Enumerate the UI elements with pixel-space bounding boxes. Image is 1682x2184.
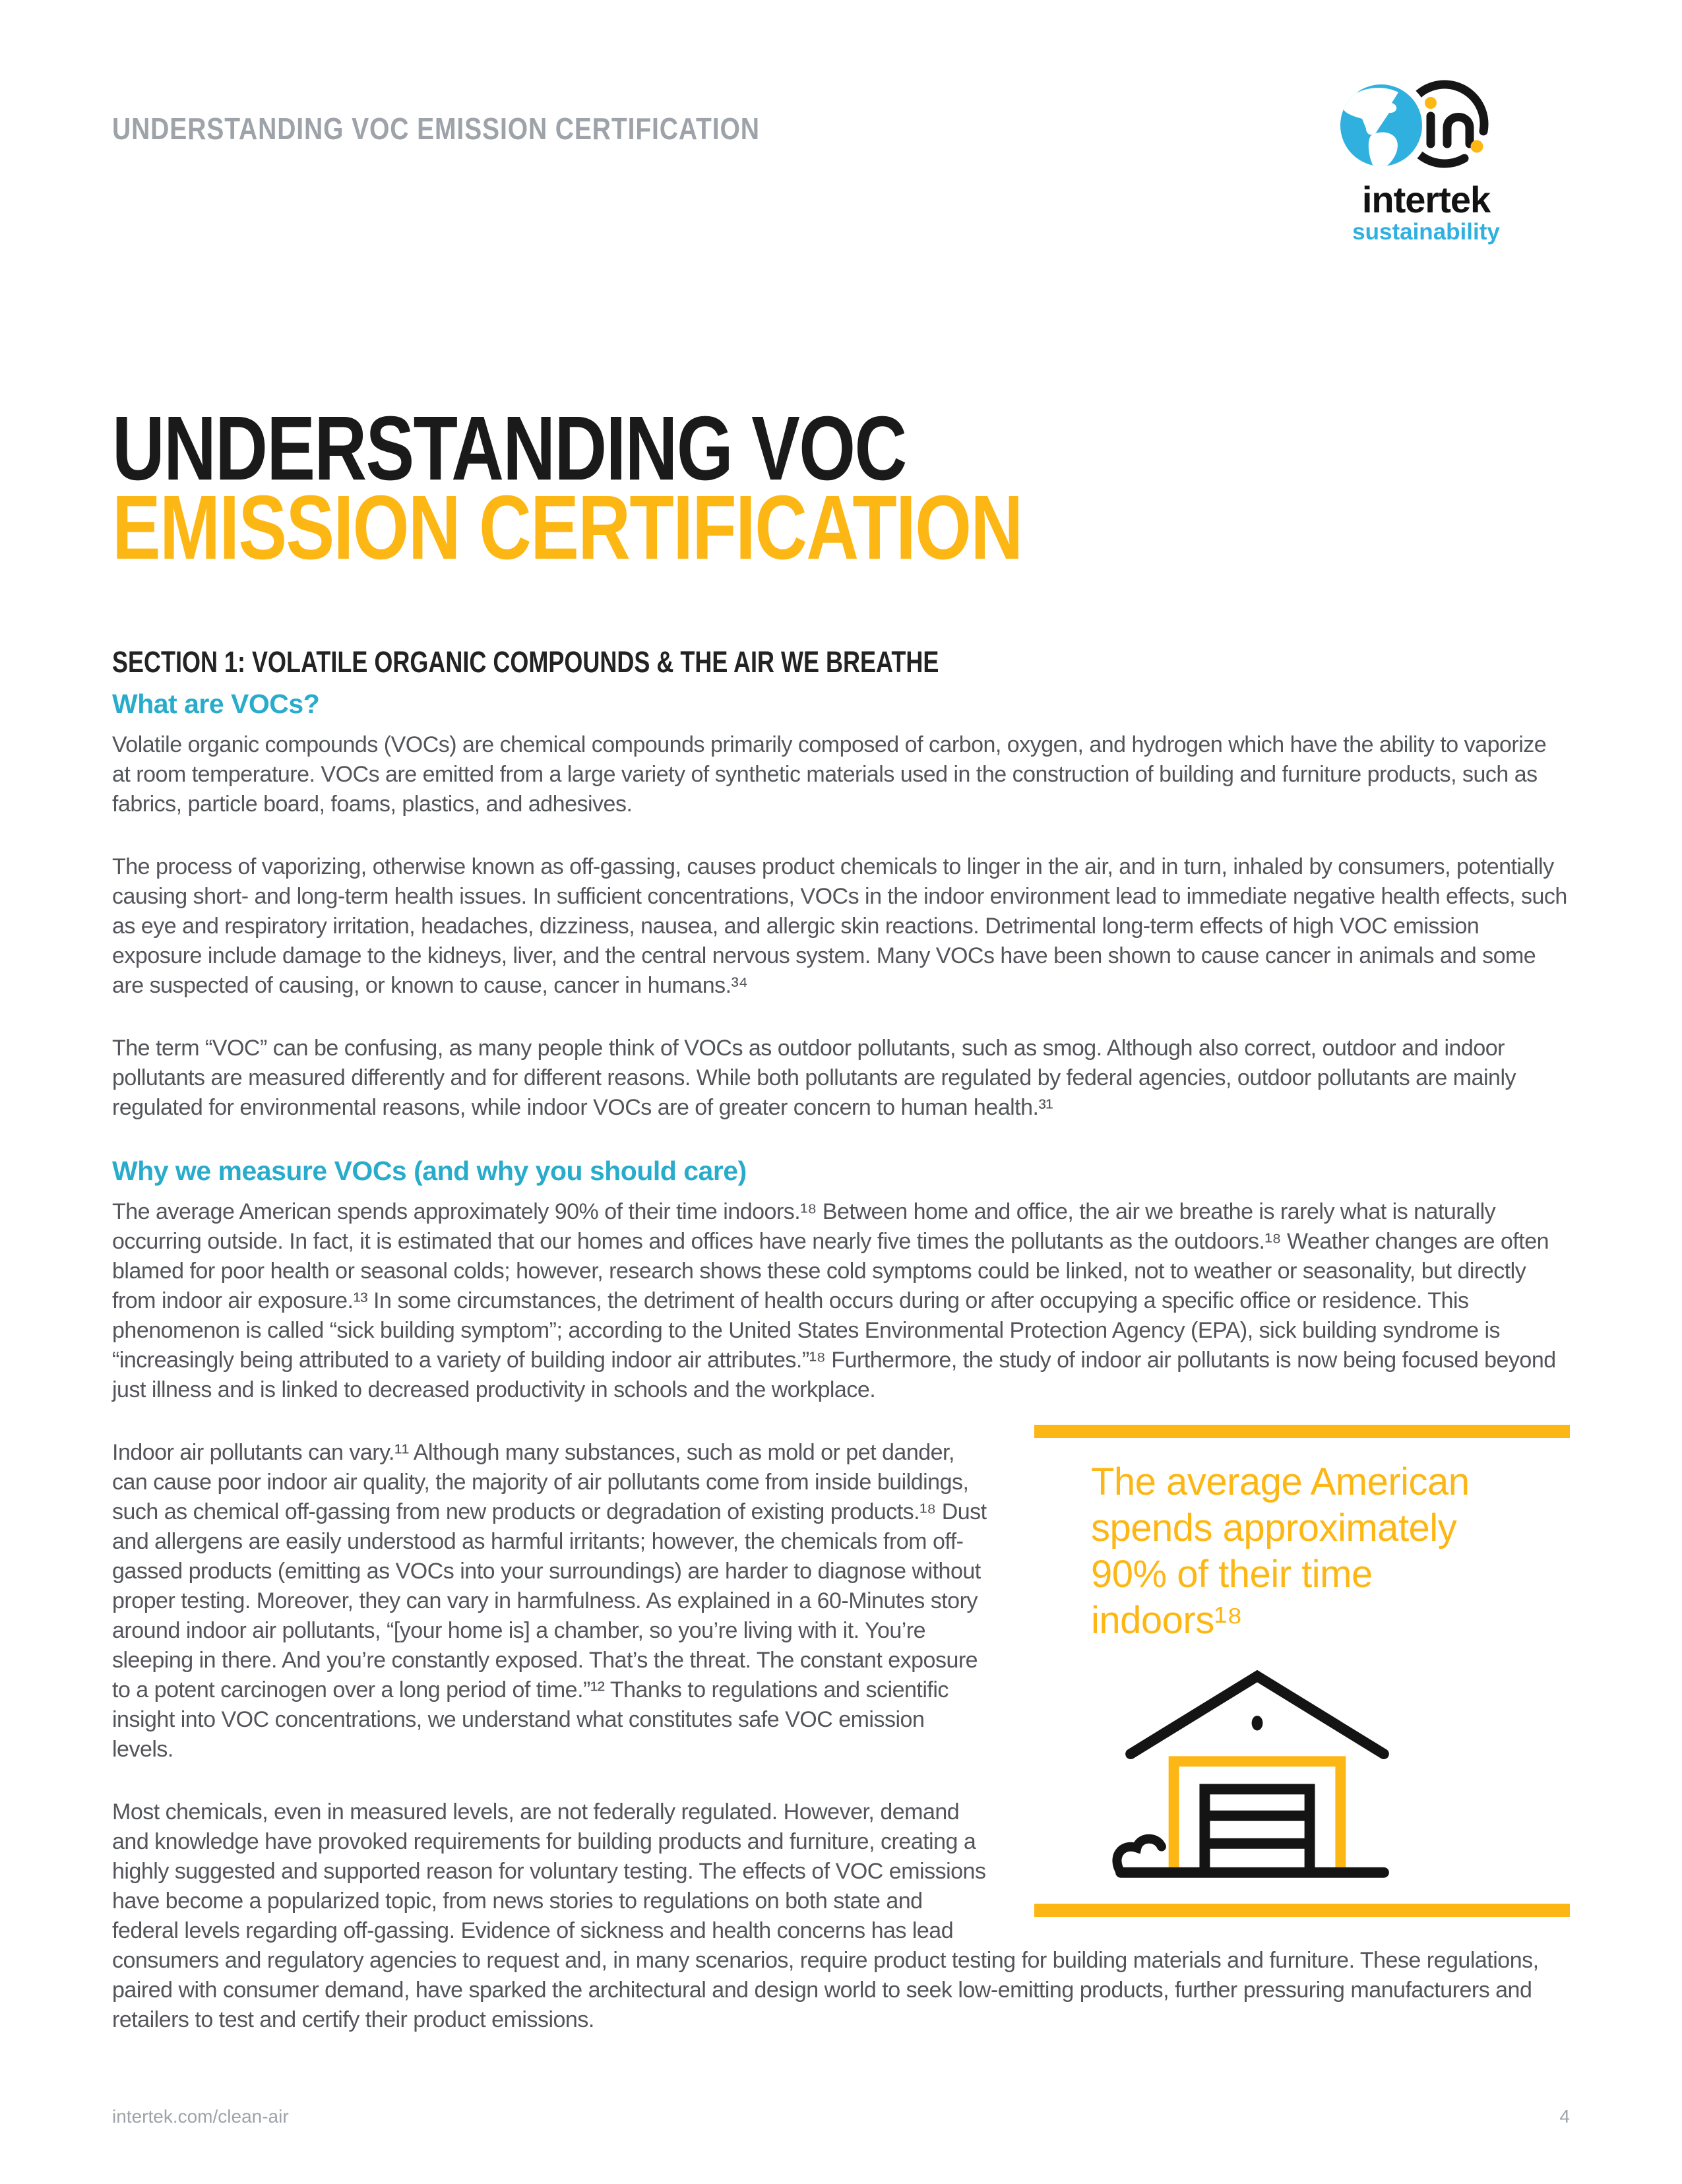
page-title xyxy=(112,398,1570,578)
subhead-what-are-vocs: What are VOCs? xyxy=(112,689,320,719)
page-footer xyxy=(112,2106,1570,2127)
logo-letter-n xyxy=(1447,117,1470,144)
body-paragraph: The term “VOC” can be confusing, as many people think of VOCs as outdoor pollutants, such as smog. Although also correct, outdoor and indoor pollutants are measured differently and for different reasons. While both pollutants are regulated by federal agencies, outdoor pollutants are mainly regulated for environmental reasons, while indoor VOCs are of greater concern to human health.³¹ xyxy=(112,1036,1516,1120)
body-paragraph: Indoor air pollutants can vary.¹¹ Although many substances, such as mold or pet dander, can cause poor indoor air quality, the majority of air pollutants come from inside buildings, such as chemical off-gassing from new products or degradation of existing products.¹⁸ Dust and allergens are easily understood as harmful irritants; however, the chemicals from off-gassed products (emitting as VOCs into your surroundings) are harder to diagnose without proper testing. Moreover, they can vary in harmfulness. As explained in a 60-Minutes story around indoor air pollutants, “[your home is] a chamber, so you’re living with it. You’re sleeping in there. And you’re constantly exposed. That’s the threat. The constant exposure to a potent carcinogen over a long period of time.”¹² Thanks to regulations and scientific insight into VOC concentrations, we understand what constitutes safe VOC emission levels. xyxy=(112,1440,987,1762)
intertek-logo-mark xyxy=(1334,71,1518,183)
footer-url: intertek.com/clean-air xyxy=(112,2106,289,2127)
body-paragraph: The average American spends approximately 90% of their time indoors.¹⁸ Between home and office, the air we breathe is rarely what is naturally occurring outside. In fact, it is estimated that our homes and offices have nearly five times the pollutants as the outdoors.¹⁸ Weather changes are often blamed for poor health or seasonal colds; however, research shows these cold symptoms could be linked, not to weather or seasonality, but directly from indoor air exposure.¹³ In some circumstances, the detriment of health occurs during or after occupying a specific office or residence. This phenomenon is called “sick building symptom”; according to the United States Environmental Protection Agency (EPA), sick building syndrome is “increasingly being attributed to a variety of building indoor air attributes.”¹⁸ Furthermore, the study of indoor air pollutants is now being focused beyond just illness and is linked to decreased productivity in schools and the workplace. xyxy=(112,1199,1556,1402)
body-paragraph: Volatile organic compounds (VOCs) are chemical compounds primarily composed of carbon, oxygen, and hydrogen which have the ability to vaporize at room temperature. VOCs are emitted from a large variety of synthetic materials used in the construction of building and furniture products, such as fabrics, particle board, foams, plastics, and adhesives. xyxy=(112,732,1547,817)
running-header-text: UNDERSTANDING VOC EMISSION CERTIFICATION xyxy=(112,111,760,146)
body-paragraph: Most chemicals, even in measured levels, are not federally regulated. However, demand and knowledge have provoked requirements for building products and furniture, creating a highly suggested and supported reason for voluntary testing. The effects of VOC emissions have become a popularized topic, from news stories to regulations on both state and federal levels regarding off-gassing. Evidence of sickness and health concerns has lead consumers and regulatory agencies to request and, in many scenarios, require product testing for building materials and furniture. These regulations, paired with consumer demand, have sparked the architectural and design world to seek low-emitting products, further pressuring manufacturers and retailers to test and certify their product emissions. xyxy=(112,1799,1539,2032)
logo-sub-brand: sustainability xyxy=(1352,219,1500,245)
pull-quote-text: The average American spends approximately 90% of their time indoors¹⁸ xyxy=(1091,1460,1470,1642)
body-paragraph: The process of vaporizing, otherwise known as off-gassing, causes product chemicals to linger in the air, and in turn, inhaled by consumers, potentially causing short- and long-term health issues. In sufficient concentrations, VOCs in the indoor environment lead to immediate negative health effects, such as eye and respiratory irritation, headaches, dizziness, nausea, and allergic skin reactions. Detrimental long-term effects of high VOC emission exposure include damage to the kidneys, liver, and the central nervous system. Many VOCs have been shown to cause cancer in animals and some are suspected of causing, or known to cause, cancer in humans.³⁴ xyxy=(112,854,1567,998)
subhead-why-we-measure: Why we measure VOCs (and why you should care) xyxy=(112,1156,747,1186)
callout-bottom-rule xyxy=(1034,1904,1570,1917)
section-heading xyxy=(112,645,1570,679)
section-heading-text: SECTION 1: VOLATILE ORGANIC COMPOUNDS & THE AIR WE BREATHE xyxy=(112,645,939,679)
logo-wordmark: intertek xyxy=(1361,179,1491,220)
callout-top-rule xyxy=(1034,1425,1570,1438)
logo-i-dot xyxy=(1425,97,1437,109)
footer-page-number: 4 xyxy=(1559,2106,1570,2127)
logo-ring-dot xyxy=(1471,140,1483,153)
two-column-flow xyxy=(112,1438,1570,2068)
pull-quote-callout xyxy=(1034,1425,1570,1917)
page-title-line2: EMISSION CERTIFICATION xyxy=(112,477,1022,578)
house-garage-icon xyxy=(1112,1662,1570,1885)
page-title-line1: UNDERSTANDING VOC xyxy=(112,398,906,499)
intertek-logo xyxy=(1327,71,1525,245)
